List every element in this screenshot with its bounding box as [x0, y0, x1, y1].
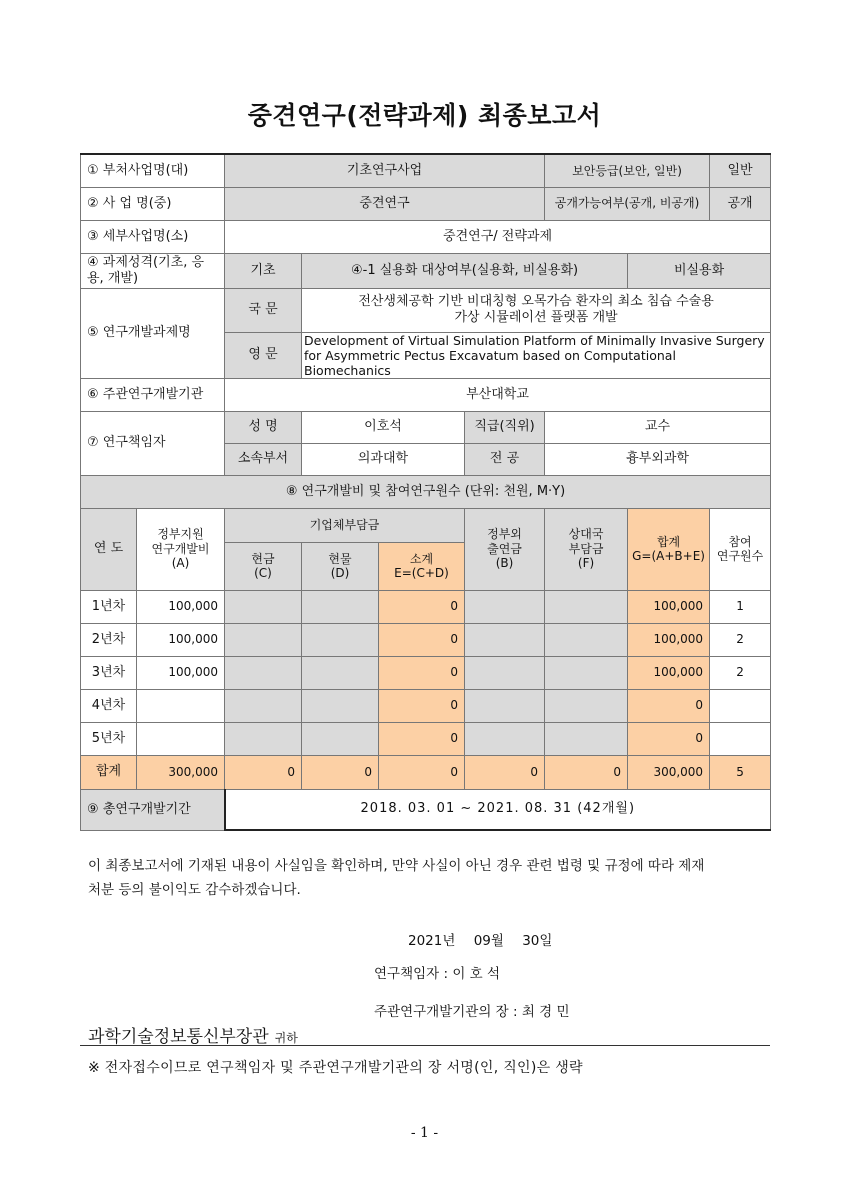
research-period-value: 2018. 03. 01 ~ 2021. 08. 31 (42개월)	[225, 789, 771, 830]
public-disclosure-value: 공개	[710, 187, 771, 220]
project-nature-value: 기초	[225, 253, 302, 288]
budget-year: 1년차	[81, 590, 137, 623]
sub-program-value: 중견연구/ 전략과제	[225, 220, 771, 253]
practical-use-label: ④-1 실용화 대상여부(실용화, 비실용화)	[302, 253, 628, 288]
subtotal-header-line-1: 소계	[409, 551, 434, 566]
addressee	[88, 1022, 298, 1047]
program-label: ② 사 업 명(중)	[81, 187, 225, 220]
budget-counterpart	[545, 689, 628, 722]
pi-signature-line: 연구책임자 : 이 호 석	[374, 966, 501, 982]
budget-counterpart	[545, 623, 628, 656]
budget-total: 0	[628, 722, 710, 755]
subtotal-header-line-2: E=(C+D)	[394, 566, 449, 580]
budget-gov: 100,000	[137, 656, 225, 689]
budget-subtotal: 0	[379, 590, 465, 623]
cash-header-line-1: 현금	[251, 551, 275, 566]
budget-cash	[225, 689, 302, 722]
cash-header	[225, 542, 302, 590]
pi-department-label: 소속부서	[225, 443, 302, 475]
sum-researchers: 5	[710, 755, 771, 789]
non-gov-header-line-1: 정부외	[487, 527, 522, 542]
gov-funding-header	[137, 508, 225, 590]
budget-row	[81, 689, 771, 722]
budget-counterpart	[545, 722, 628, 755]
pi-major-label: 전 공	[465, 443, 545, 475]
budget-row	[81, 590, 771, 623]
cash-header-line-2: (C)	[254, 566, 272, 580]
row-budget-title	[81, 475, 771, 508]
public-disclosure-label: 공개가능여부(공개, 비공개)	[545, 187, 710, 220]
practical-use-value: 비실용화	[628, 253, 771, 288]
non-gov-funding-header	[465, 508, 545, 590]
institution-head-signature-line: 주관연구개발기관의 장 : 최 경 민	[374, 1004, 570, 1020]
divider	[80, 1045, 770, 1046]
row-lead-institution	[81, 378, 771, 411]
budget-subtotal: 0	[379, 656, 465, 689]
budget-in-kind	[302, 656, 379, 689]
report-form-table	[80, 153, 771, 831]
addressee-suffix: 귀하	[274, 1031, 298, 1045]
korean-title-value	[302, 288, 771, 332]
budget-in-kind	[302, 623, 379, 656]
budget-total: 100,000	[628, 656, 710, 689]
budget-section-title: ⑧ 연구개발비 및 참여연구원수 (단위: 천원, M·Y)	[81, 475, 771, 508]
signature-omission-note: ※ 전자접수이므로 연구책임자 및 주관연구개발기관의 장 서명(인, 직인)은 생략	[88, 1060, 583, 1076]
pi-name-value: 이호석	[302, 411, 465, 443]
budget-total: 100,000	[628, 590, 710, 623]
page-number: - 1 -	[410, 1125, 439, 1141]
budget-gov	[137, 689, 225, 722]
project-title-label: ⑤ 연구개발과제명	[81, 288, 225, 378]
korean-title-line-1: 전산생체공학 기반 비대칭형 오목가슴 환자의 최소 침습 수술용	[358, 294, 714, 310]
row-project-nature	[81, 253, 771, 288]
budget-subtotal: 0	[379, 689, 465, 722]
total-header-line-1: 합계	[656, 534, 681, 549]
korean-title-line-2: 가상 시뮬레이션 플랫폼 개발	[454, 310, 618, 325]
counterpart-header-line-2: 부담금	[568, 541, 604, 556]
row-pi-name	[81, 411, 771, 443]
total-header	[628, 508, 710, 590]
statement-line-2: 처분 등의 불이익도 감수하겠습니다.	[88, 881, 301, 898]
budget-gov: 100,000	[137, 623, 225, 656]
lead-institution-value: 부산대학교	[225, 378, 771, 411]
budget-year: 5년차	[81, 722, 137, 755]
pi-major-value: 흉부외과학	[545, 443, 771, 475]
korean-title-label: 국 문	[225, 288, 302, 332]
budget-researchers: 2	[710, 656, 771, 689]
budget-row	[81, 656, 771, 689]
budget-in-kind	[302, 722, 379, 755]
english-title-label: 영 문	[225, 332, 302, 378]
english-title-line-1: Development of Virtual Simulation Platform of Minimally Invasive Surgery	[304, 332, 765, 348]
budget-gov	[137, 722, 225, 755]
ministry-program-label: ① 부처사업명(대)	[81, 154, 225, 187]
english-title-value	[302, 332, 771, 378]
budget-total: 0	[628, 689, 710, 722]
budget-year: 3년차	[81, 656, 137, 689]
sub-program-label: ③ 세부사업명(소)	[81, 220, 225, 253]
research-period-label: ⑨ 총연구개발기간	[81, 789, 225, 830]
budget-counterpart	[545, 590, 628, 623]
in-kind-header-line-2: (D)	[330, 566, 350, 580]
budget-non-gov	[465, 623, 545, 656]
gov-funding-header-line-2: 연구개발비	[151, 541, 210, 556]
budget-header-row-1	[81, 508, 771, 542]
year-header: 연 도	[81, 508, 137, 590]
lead-institution-label: ⑥ 주관연구개발기관	[81, 378, 225, 411]
budget-non-gov	[465, 689, 545, 722]
sum-non-gov: 0	[465, 755, 545, 789]
budget-cash	[225, 590, 302, 623]
confirmation-statement	[88, 855, 768, 902]
statement-line-1: 이 최종보고서에 기재된 내용이 사실임을 확인하며, 만약 사실이 아닌 경우 관련 법령 및 규정에 따라 제재	[88, 858, 705, 874]
sum-cash: 0	[225, 755, 302, 789]
researchers-header-line-2: 연구원수	[716, 549, 764, 563]
row-project-title-korean	[81, 288, 771, 332]
minister-title: 과학기술정보통신부장관	[88, 1027, 269, 1047]
budget-researchers: 2	[710, 623, 771, 656]
sum-gov: 300,000	[137, 755, 225, 789]
pi-position-label: 직급(직위)	[465, 411, 545, 443]
budget-total: 100,000	[628, 623, 710, 656]
gov-funding-header-line-1: 정부지원	[157, 527, 204, 542]
in-kind-header-line-1: 현물	[328, 551, 352, 566]
total-header-line-2: G=(A+B+E)	[632, 549, 705, 563]
row-ministry-program	[81, 154, 771, 187]
budget-gov: 100,000	[137, 590, 225, 623]
company-contribution-header: 기업체부담금	[225, 508, 465, 542]
sum-in-kind: 0	[302, 755, 379, 789]
counterpart-header-line-3: (F)	[577, 556, 595, 571]
researchers-header-line-1: 참여	[728, 534, 752, 549]
principal-investigator-label: ⑦ 연구책임자	[81, 411, 225, 475]
budget-cash	[225, 656, 302, 689]
in-kind-header	[302, 542, 379, 590]
row-sub-program	[81, 220, 771, 253]
budget-cash	[225, 722, 302, 755]
sum-total: 300,000	[628, 755, 710, 789]
subtotal-header	[379, 542, 465, 590]
sum-counterpart: 0	[545, 755, 628, 789]
budget-sum-row	[81, 755, 771, 789]
budget-row	[81, 722, 771, 755]
budget-cash	[225, 623, 302, 656]
budget-subtotal: 0	[379, 722, 465, 755]
budget-non-gov	[465, 656, 545, 689]
pi-position-value: 교수	[545, 411, 771, 443]
report-title: 중견연구(전략과제) 최종보고서	[247, 101, 602, 130]
program-value: 중견연구	[225, 187, 545, 220]
researchers-header	[710, 508, 771, 590]
pi-department-value: 의과대학	[302, 443, 465, 475]
non-gov-header-line-3: (B)	[495, 556, 514, 571]
ministry-program-value: 기초연구사업	[225, 154, 545, 187]
project-nature-label: ④ 과제성격(기초, 응용, 개발)	[81, 253, 225, 288]
sum-label: 합계	[81, 755, 137, 789]
budget-non-gov	[465, 590, 545, 623]
security-level-value: 일반	[710, 154, 771, 187]
security-level-label: 보안등급(보안, 일반)	[545, 154, 710, 187]
budget-researchers	[710, 722, 771, 755]
counterpart-header	[545, 508, 628, 590]
budget-row	[81, 623, 771, 656]
sum-subtotal: 0	[379, 755, 465, 789]
non-gov-header-line-2: 출연금	[487, 541, 522, 556]
budget-year: 2년차	[81, 623, 137, 656]
budget-in-kind	[302, 689, 379, 722]
budget-year: 4년차	[81, 689, 137, 722]
budget-non-gov	[465, 722, 545, 755]
report-date: 2021년 09월 30일	[408, 933, 553, 949]
budget-researchers: 1	[710, 590, 771, 623]
budget-subtotal: 0	[379, 623, 465, 656]
counterpart-header-line-1: 상대국	[568, 527, 604, 542]
budget-researchers	[710, 689, 771, 722]
row-research-period	[81, 789, 771, 830]
row-program	[81, 187, 771, 220]
english-title-line-2: for Asymmetric Pectus Excavatum based on Computational Biomechanics	[304, 347, 676, 378]
pi-name-label: 성 명	[225, 411, 302, 443]
budget-counterpart	[545, 656, 628, 689]
budget-in-kind	[302, 590, 379, 623]
gov-funding-header-line-3: (A)	[171, 556, 190, 571]
